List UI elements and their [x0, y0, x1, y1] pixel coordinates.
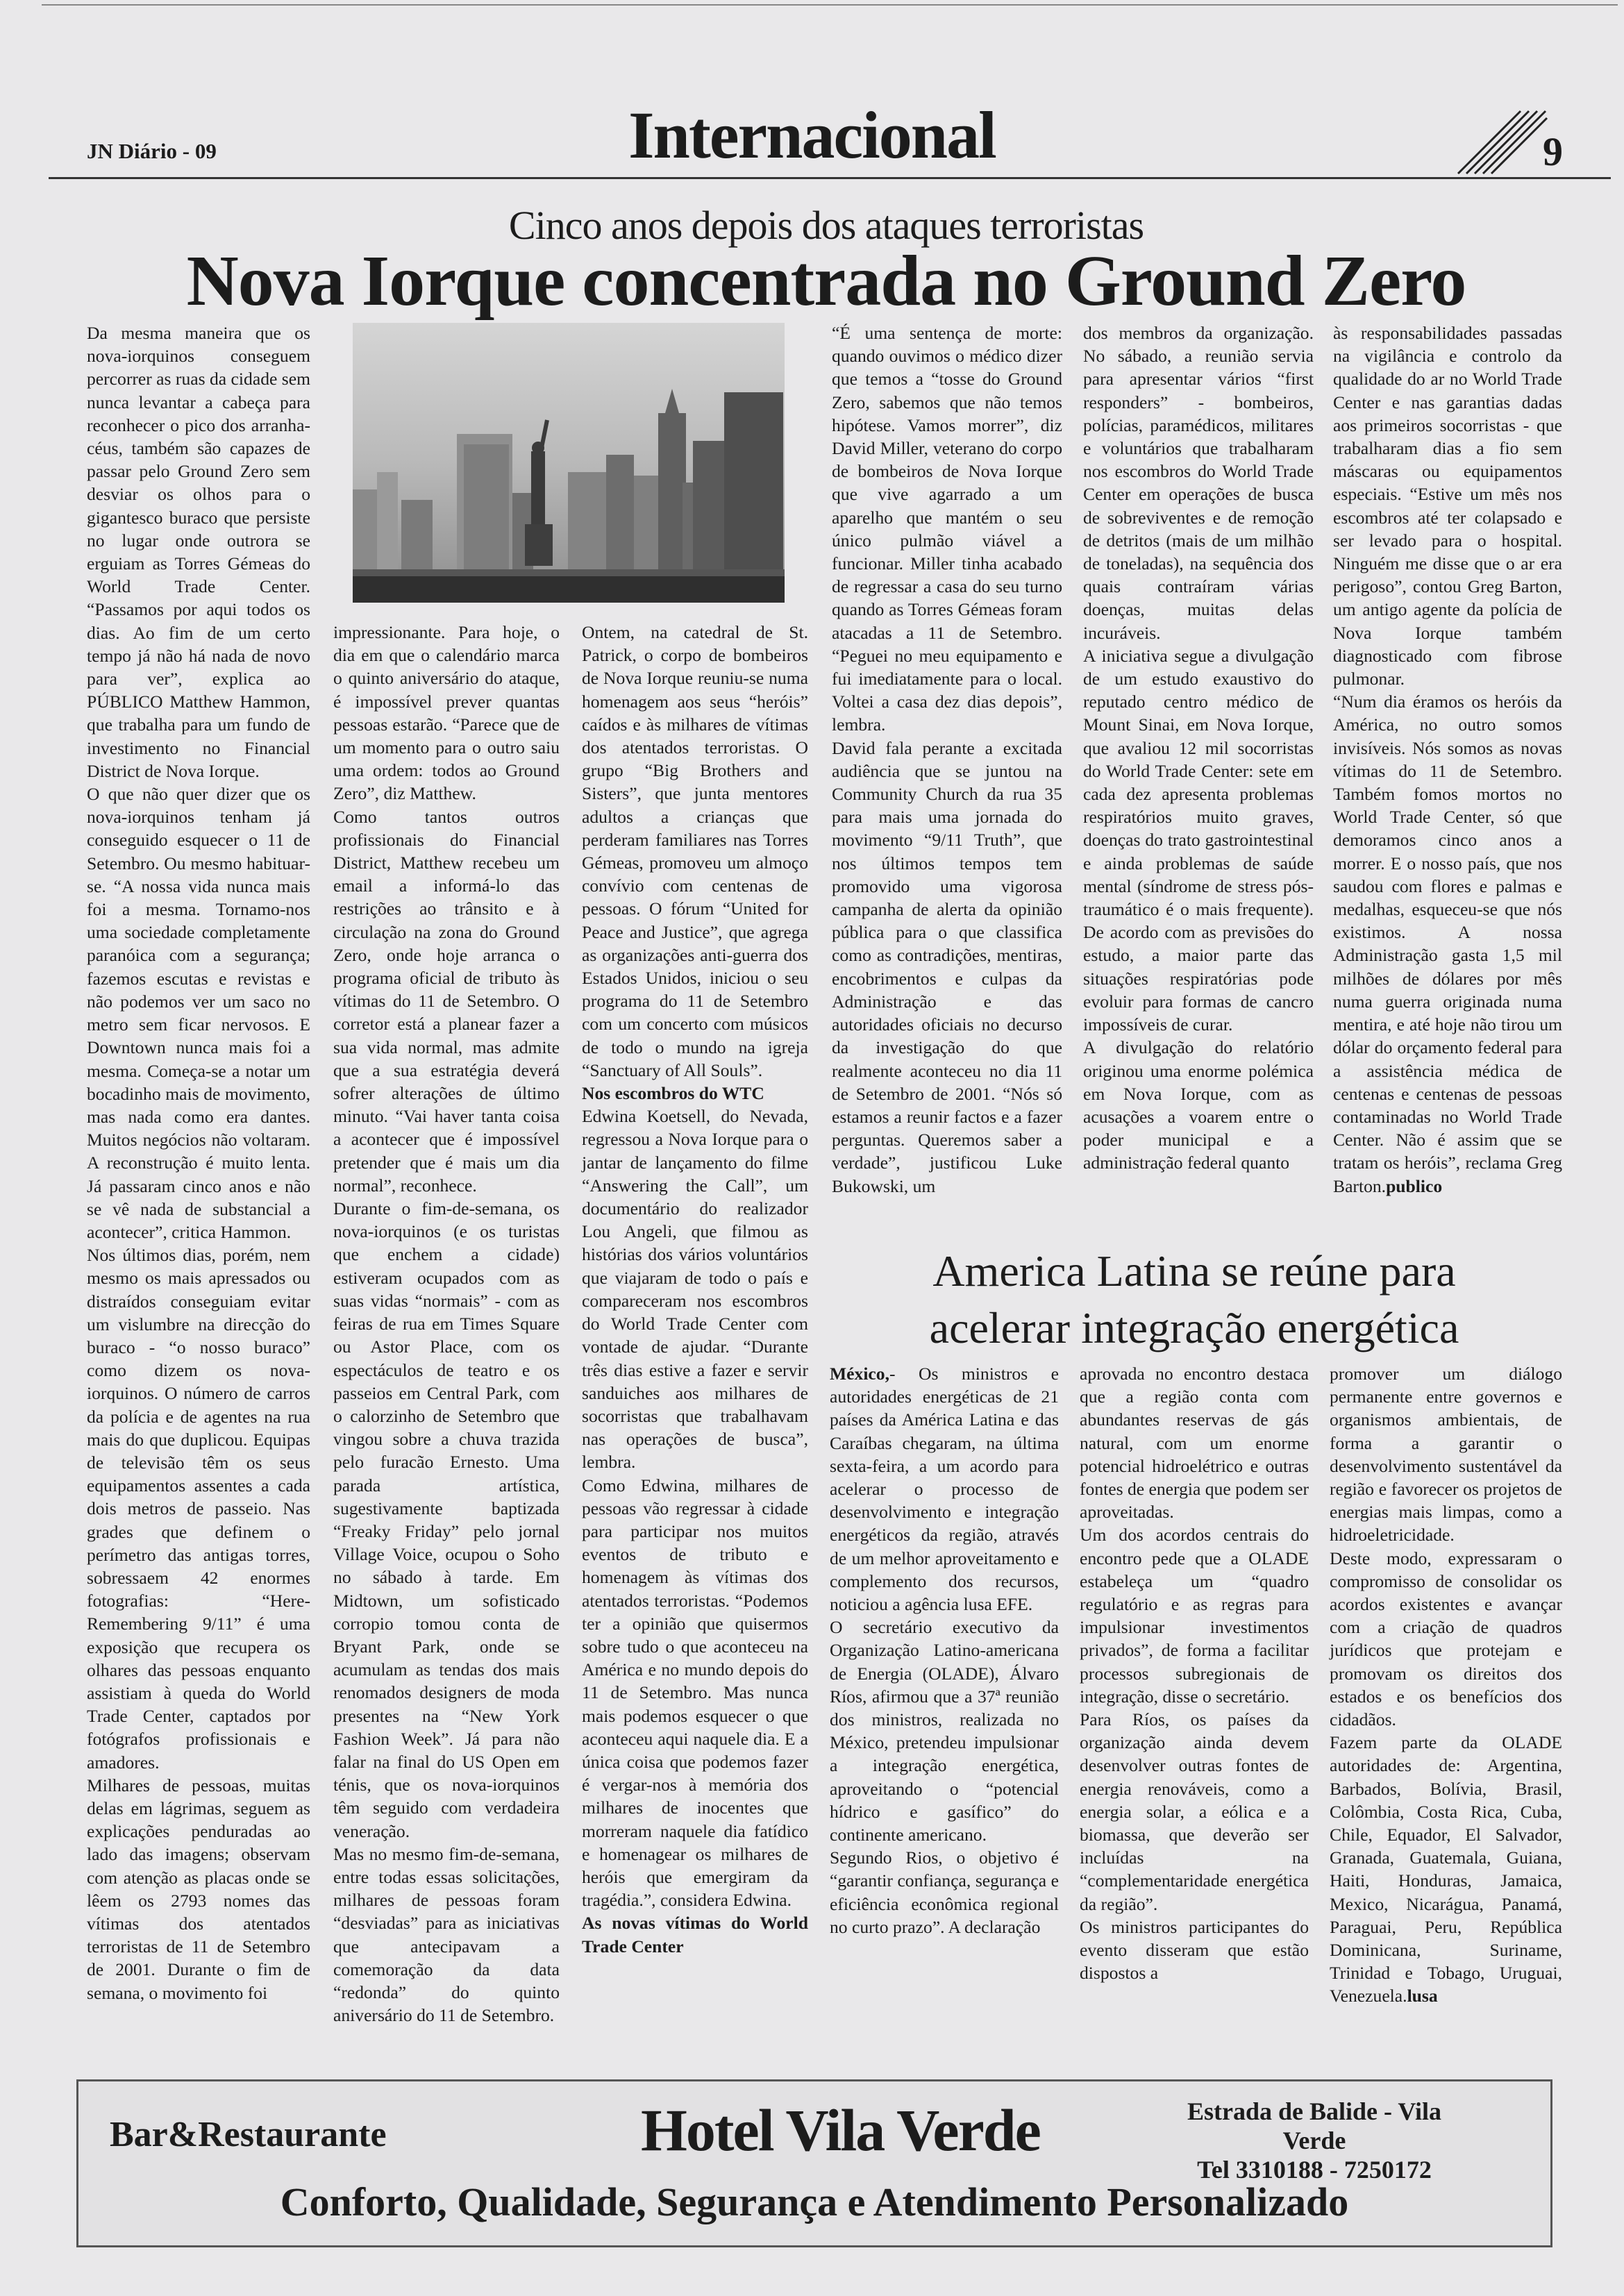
ad-address: Estrada de Balide - Vila Verde: [1187, 2097, 1442, 2154]
signature: publico: [1386, 1175, 1443, 1196]
article-column-1: [87, 321, 310, 2004]
paragraph: David fala perante a excitada audiência que se juntou na Community Church da rua 35 para mais uma jornada do movimento “9/11 Truth”, que nos últimos tempos tem promovido uma vigorosa campanha de alerta da opinião pública para o que classifica como as contradições, mentiras, encobrimentos e culpas da Administração e das autoridades oficiais no decurso da investigação do que realmente aconteceu no dia 11 de Setembro de 2001. “Nós só estamos a reunir factos e a fazer perguntas. Queremos saber a verdade”, justificou Luke Bukowski, um: [832, 737, 1062, 1196]
paragraph: às responsabilidades passadas na vigilância e controlo da qualidade do ar no World Trade Center e nas garantias dadas aos primeiros socorristas - que trabalharam dias a fio sem máscaras ou equipamentos especiais. “Estive um mês nos escombros até ter colapsado e ser levado para o hospital. Ninguém me disse que o ar era perigoso”, contou Greg Barton, um antigo agente da polícia de Nova Iorque também diagnosticado com fibrose pulmonar.: [1333, 323, 1562, 689]
paragraph-text: - Os ministros e autoridades energéticas de 21 países da América Latina e das Caraíbas chegaram, na última sexta-feira, a um acordo para acelerar o processo de desenvolvimento e integração energéticos da região, através de um melhor aproveitamento e complemento dos recursos, noticiou a agência lusa EFE.: [830, 1364, 1059, 1615]
header-rule: [49, 177, 1611, 179]
paragraph: “É uma sentença de morte: quando ouvimos o médico dizer que temos a “tosse do Ground Zero, sabemos que não temos hipótese. Vamos morrer”, diz David Miller, veterano do corpo de bombeiros de Nova Iorque que vive agarrado a um aparelho que mantém o seu único pulmão viável a funcionar. Miller tinha acabado de regressar a casa do seu turno quando as Torres Gémeas foram atacadas a 11 de Setembro. “Peguei no meu equipamento e fui imediatamente para o local. Voltei a casa dez dias depois”, lembra.: [832, 323, 1062, 735]
article-kicker: Cinco anos depois dos ataques terroristas: [508, 203, 1144, 248]
paragraph: aprovada no encontro destaca que a região conta com abundantes reservas de gás natural, com um enorme potencial hidroelétrico e outras fontes de energia que podem ser aproveitadas.: [1080, 1364, 1309, 1523]
paragraph: impressionante. Para hoje, o dia em que o calendário marca o quinto aniversário do ataque, é impossível prever quantas pessoas estarão. “Parece que de um momento para o outro saiu uma ordem: todos ao Ground Zero”, diz Matthew.: [333, 622, 560, 804]
paragraph: Nos últimos dias, porém, nem mesmo os mais apressados ou distraídos conseguiam evitar um vislumbre na direcção do buraco - “o nosso buraco” como dizem os nova-iorquinos. O número de carros da polícia e de agentes na rua mais do que duplicou. Equipas de televisão têm os seus equipamentos assentes a cada dois metros de passeio. Nas grades que definem o perímetro das antigas torres, sobressaem 42 enormes fotografias: “Here-Remembering 9/11” é uma exposição que recupera os olhares das pessoas enquanto assistiam à queda do World Trade Center, captados por fotógrafos profissionais e amadores.: [87, 1245, 310, 1773]
article2-headline-line1: America Latina se reúne para: [932, 1246, 1456, 1296]
paragraph: Segundo Rios, o objetivo é “garantir confiança, segurança e eficiência econômica regional no curto prazo”. A declaração: [830, 1847, 1059, 1937]
article-column-3: [582, 621, 808, 1958]
ad-tagline: Conforto, Qualidade, Segurança e Atendimento Personalizado: [280, 2179, 1349, 2224]
dateline: México,: [830, 1364, 889, 1384]
paragraph: [1333, 690, 1562, 1197]
hotel-advertisement: [76, 2079, 1552, 2247]
subheading: As novas vítimas do World Trade Center: [582, 1913, 808, 1956]
ad-contact: [1158, 2097, 1471, 2184]
paragraph: Para Ríos, os países da organização ainda devem desenvolver outras fontes de energia renováveis, como a energia solar, a eólica e a biomassa, que deverão ser incluídas na “complementaridade energética da região”.: [1080, 1709, 1309, 1914]
article2-headline: [826, 1243, 1562, 1357]
article2-column-1: [830, 1362, 1059, 1938]
paragraph: Ontem, na catedral de St. Patrick, o corpo de bombeiros de Nova Iorque reuniu-se numa homenagem aos seus “heróis” caídos e às milhares de vítimas dos atentados terroristas. O grupo “Big Brothers and Sisters”, que junta mentores adultos a crianças que perderam familiares nas Torres Gémeas, promoveu um almoço convívio com centenas de pessoas. O fórum “United for Peace and Justice”, que agrega as organizações anti-guerra dos Estados Unidos, iniciou o seu programa do 11 de Setembro com um concerto com músicos de todo o mundo na igreja “Sanctuary of All Souls”.: [582, 622, 808, 1080]
article-headline: Nova Iorque concentrada no Ground Zero: [186, 241, 1466, 321]
article-column-6: [1333, 321, 1562, 1198]
signature: lusa: [1407, 1986, 1438, 2006]
paragraph: [1330, 1731, 1562, 2007]
paragraph: A iniciativa segue a divulgação de um estudo exaustivo do reputado centro médico de Mount Sinai, em Nova Iorque, que avaliou 12 mil socorristas do World Trade Center: sete em cada dez apresenta problemas respiratórios muito graves, doenças do trato gastrointestinal e ainda problemas de saúde mental (síndrome de stress pós-traumático é o mais frequente). De acordo com as previsões do estudo, a maior parte das situações respiratórias pode evoluir para formas de cancro impossíveis de curar.: [1083, 645, 1314, 1035]
paragraph-text: “Num dia éramos os heróis da América, no outro somos invisíveis. Nós somos as novas vítimas do 11 de Setembro. Também fomos mortos no World Trade Center, só que demoramos cinco anos a morrer. E o nosso país, que nos saudou com flores e palmas e medalhas, esqueceu-se que nós existimos. A nossa Administração gasta 1,5 mil milhões de dólares por mês numa guerra originada numa mentira, e até hoje não tirou um dólar do orçamento federal para a assistência médica de centenas e centenas de pessoas contaminadas no World Trade Center. Não é assim que se tratam os heróis”, reclama Greg Barton.: [1333, 692, 1562, 1196]
decorative-stripes-icon: [1451, 104, 1548, 181]
paragraph: A divulgação do relatório originou uma enorme polémica em Nova Iorque, com as acusações a voarem entre o poder municipal e a administração federal quanto: [1083, 1037, 1314, 1173]
ad-title: Hotel Vila Verde: [641, 2097, 1040, 2163]
article-column-2: [333, 621, 560, 2027]
paragraph: Da mesma maneira que os nova-iorquinos conseguem percorrer as ruas da cidade sem nunca levantar a cabeça para reconhecer o pico dos arranha-céus, também são capazes de passar pelo Ground Zero sem desviar os olhos para o gigantesco buraco que persiste no lugar onde outrora se erguiam as Torres Gémeas do World Trade Center. “Passamos por aqui todos os dias. Ao fim de um certo tempo já não há nada de novo para ver”, explica ao PÚBLICO Matthew Hammon, que trabalha para um fundo de investimento no Financial District de Nova Iorque.: [87, 323, 310, 781]
paragraph: Mas no mesmo fim-de-semana, entre todas essas solicitações, milhares de pessoas foram “desviadas” para as iniciativas que antecipavam a comemoração da data “redonda” do quinto aniversário do 11 de Setembro.: [333, 1843, 560, 2026]
article2-column-2: [1080, 1362, 1309, 1984]
paragraph: Deste modo, expressaram o compromisso de consolidar os acordos existentes e avançar com a criação de quadros jurídicos que protejam e promovam os direitos dos estados e os benefícios dos cidadãos.: [1330, 1548, 1562, 1730]
ad-bar-label: Bar&Restaurante: [110, 2115, 387, 2154]
article-column-4: [832, 321, 1062, 1198]
skyline-photo: [353, 323, 785, 603]
paragraph: promover um diálogo permanente entre governos e organismos ambientais, de forma a garantir o desenvolvimento sustentável da região e favorecer os projetos de energias mais limpas, como a hidroeletricidade.: [1330, 1364, 1562, 1545]
section-title: Internacional: [628, 98, 996, 172]
paragraph: dos membros da organização. No sábado, a reunião servia para apresentar vários “first responders” - bombeiros, polícias, paramédicos, militares e voluntários que trabalharam nos escombros do World Trade Center em operações de busca de sobreviventes e de remoção de detritos (mais de um milhão de toneladas), na sequência dos quais contraíram várias doenças, muitas delas incuráveis.: [1083, 323, 1314, 643]
article2-headline-line2: acelerar integração energética: [929, 1303, 1459, 1352]
paragraph: Edwina Koetsell, do Nevada, regressou a Nova Iorque para o jantar de lançamento do filme “Answering the Call”, um documentário do realizador Lou Angeli, que filmou as histórias dos vários voluntários que viajaram de todo o país e compareceram nos escombros do World Trade Center com vontade de ajudar. “Durante três dias estive a fazer e servir sanduiches aos milhares de socorristas que trabalhavam nas operações de busca”, lembra.: [582, 1106, 808, 1473]
paragraph-text: Fazem parte da OLADE autoridades de: Argentina, Barbados, Bolívia, Brasil, Colômbia, Costa Rica, Cuba, Chile, Equador, El Salvador, Granada, Guatemala, Guiana, Haiti, Honduras, Jamaica, Mexico, Nicarágua, Panamá, Paraguai, Peru, República Dominicana, Suriname, Trinidad e Tobago, Uruguai, Venezuela.: [1330, 1732, 1562, 2006]
ad-phone: Tel 3310188 - 7250172: [1197, 2156, 1432, 2184]
article-column-5: [1083, 321, 1314, 1175]
paragraph: Como Edwina, milhares de pessoas vão regressar à cidade para participar nos muitos eventos de tributo e homenagem às vítimas dos atentados terroristas. “Podemos ter a opinião que quisermos sobre tudo o que aconteceu na América e no mundo depois do 11 de Setembro. Mas nunca mais podemos esquecer o que aconteceu aqui naquele dia. E a única coisa que podemos fazer é vergar-nos à memória dos milhares de inocentes que morreram naquele dia fatídico e homenagear os milhares de heróis que emergiram da tragédia.”, considera Edwina.: [582, 1475, 808, 1911]
paragraph: Os ministros participantes do evento disseram que estão dispostos a: [1080, 1916, 1309, 1984]
subheading: Nos escombros do WTC: [582, 1083, 764, 1104]
paragraph: Como tantos outros profissionais do Financial District, Matthew recebeu um email a informá-lo das restrições ao trânsito e à circulação na zona do Ground Zero, onde hoje arranca o programa oficial de tributo às vítimas do 11 de Setembro. O corretor está a planear fazer a sua vida normal, mas admite que a sua estratégia deverá sofrer alterações de último minuto. “Vai haver tanta coisa a acontecer que é impossível pretender que é mais um dia normal”, reconhece.: [333, 806, 560, 1196]
paragraph: Durante o fim-de-semana, os nova-iorquinos (e os turistas que enchem a cidade) estiveram ocupados com as suas vidas “normais” - com as feiras de rua em Times Square ou Astor Place, com os espectáculos de teatro e os passeios em Central Park, com o calorzinho de Setembro que vingou sobre a chuva trazida pelo furacão Ernesto. Uma parada artística, sugestivamente baptizada “Freaky Friday” pelo jornal Village Voice, ocupou o Soho no sábado à tarde. Em Midtown, um sofisticado corropio tomou conta de Bryant Park, onde se acumulam as tendas dos mais renomados designers de moda presentes na “New York Fashion Week”. Já para não falar na final do US Open em ténis, que os nova-iorquinos têm seguido com verdadeira veneração.: [333, 1198, 560, 1841]
paragraph: O secretário executivo da Organização Latino-americana de Energia (OLADE), Álvaro Ríos, afirmou que a 37ª reunião dos ministros, realizada no México, pretendeu impulsionar a integração energética, aproveitando o “potencial hídrico e gasífico” do continente americano.: [830, 1617, 1059, 1845]
paragraph: O que não quer dizer que os nova-iorquinos tenham já conseguido esquecer o 11 de Setembro. Ou mesmo habituar-se. “A nossa vida nunca mais foi a mesma. Tornamo-nos uma sociedade completamente paranóica com a segurança; fazemos escutas e revistas e não podemos ver um saco no metro sem ficar nervosos. E Downtown nunca mais foi a mesma. Começa-se a notar um bocadinho mais de movimento, mas nada como era dantes. Muitos negócios não voltaram. A reconstrução é muito lenta. Já passaram cinco anos e não se vê nada de substancial a acontecer”, critica Hammon.: [87, 784, 310, 1242]
page-number: 9: [1543, 129, 1563, 174]
article2-column-3: [1330, 1362, 1562, 2008]
paragraph: Milhares de pessoas, muitas delas em lágrimas, seguem as explicações penduradas ao lado das imagens; observam com atenção as placas onde se lêem os 2793 nomes das vítimas dos atentados terroristas de 11 de Setembro de 2001. Durante o fim de semana, o movimento foi: [87, 1775, 310, 2003]
paragraph: Um dos acordos centrais do encontro pede que a OLADE estabeleça um “quadro regulatório e as regras para impulsionar investimentos privados”, de forma a facilitar processos subregionais de integração, disse o secretário.: [1080, 1525, 1309, 1707]
source-label: JN Diário - 09: [87, 139, 217, 163]
